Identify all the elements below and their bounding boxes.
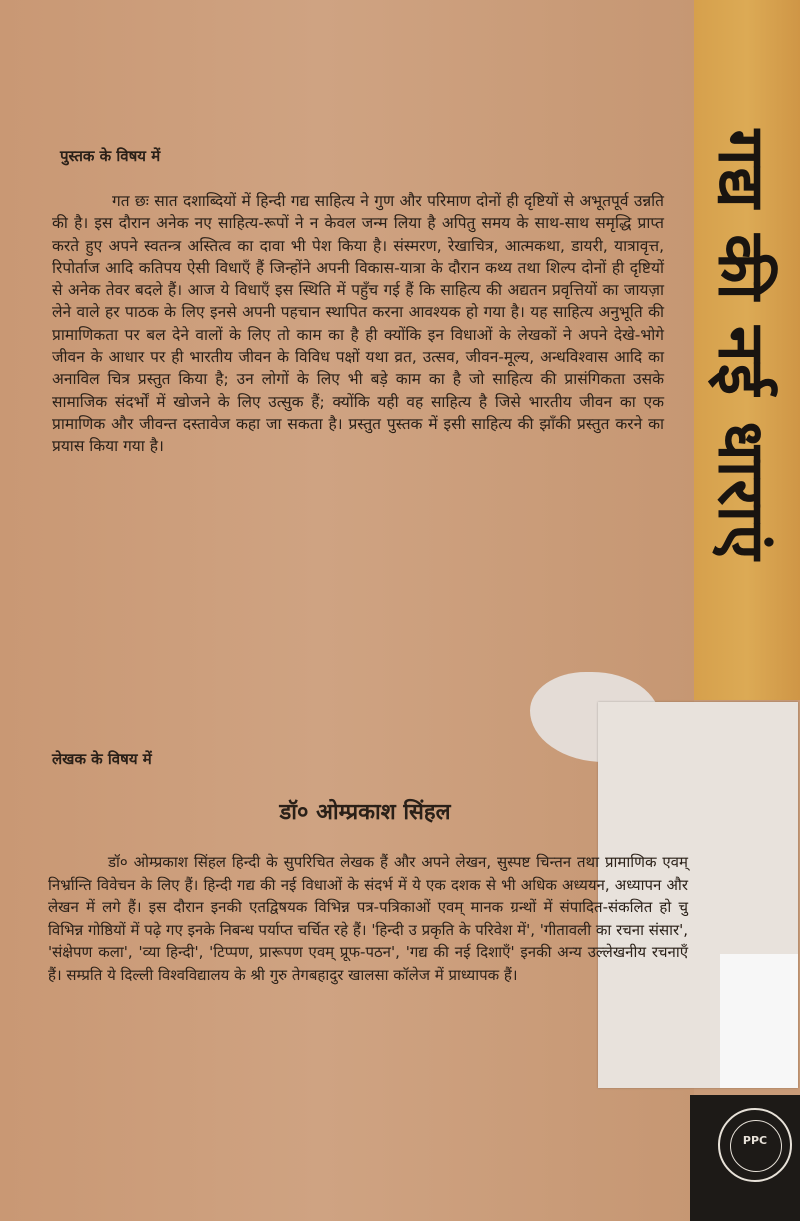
label-blank bbox=[720, 954, 798, 1088]
author-name: डॉ० ओम्प्रकाश सिंहल bbox=[279, 800, 451, 825]
about-author-heading: लेखक के विषय में bbox=[52, 750, 152, 768]
about-book-body: गत छः सात दशाब्दियों में हिन्दी गद्य साहित्य ने गुण और परिमाण दोनों ही दृष्टियों से अभूतपूर्व उन्नति की है। इस दौरान अनेक नए साहित्य-रूपों ने न केवल जन्म लिया है अपितु समय के साथ-साथ समृद्धि प्राप्त करते हुए अपने स्वतन्त्र अस्तित्व का दावा भी पेश किया है। संस्मरण, रेखाचित्र, आत्मकथा, डायरी, यात्रावृत्त, रिपोर्ताज आदि कतिपय ऐसी विधाएँ हैं जिन्होंने अपनी विकास-यात्रा के दौरान कथ्य तथा शिल्प दोनों ही दृष्टियों से अनेक तेवर बदले हैं। आज ये विधाएँ इस स्थिति में पहुँच गई हैं कि साहित्य की अद्यतन प्रवृत्तियों का जायज़ा लेने वाले हर पाठक के लिए इनसे अपनी पहचान स्थापित करना आवश्यक हो गया है। यह साहित्य अनुभूति की प्रामाणिकता पर बल देने वालों के लिए तो काम का है ही क्योंकि इन विधाओं के लेखकों ने अपने देखे-भोगे जीवन के आधार पर ही भारतीय जीवन के विविध पक्षों यथा व्रत, उत्सव, जीवन-मूल्य, अन्धविश्वास आदि का अनाविल चित्र प्रस्तुत किया है; उन लोगों के लिए भी बड़े काम का है जो साहित्य की प्रासंगिकता उसके सामाजिक संदर्भों में खोजने के लिए उत्सुक हैं; क्योंकि यही वह साहित्य है जिसे भारतीय जीवन का एक प्रामाणिक और जीवन्त दस्तावेज कहा जा सकता है। प्रस्तुत पुस्तक में इसी साहित्य की झाँकी प्रस्तुत करने का प्रयास किया गया है। bbox=[52, 192, 664, 456]
spine-title-text: गद्य की नई धाराएं bbox=[703, 129, 778, 561]
spine-title bbox=[704, 110, 784, 580]
logo-text: PPC bbox=[742, 1134, 768, 1147]
about-book-heading: पुस्तक के विषय में bbox=[60, 147, 161, 165]
publisher-logo-icon bbox=[718, 1108, 792, 1182]
about-author-body: डॉ० ओम्प्रकाश सिंहल हिन्दी के सुपरिचित लेखक हैं और अपने लेखन, सुस्पष्ट चिन्तन तथा प्रामाणिक एवम् निर्भ्रान्ति विवेचन के लिए हैं। हिन्दी गद्य की नई विधाओं के संदर्भ में ये एक दशक से भी अधिक अध्ययन, अध्यापन और लेखन में लगे हैं। इस दौरान इनकी एतद्विषयक विभिन्न पत्र-पत्रिकाओं एवम् मानक ग्रन्थों में संपादित-संकलित हो चु विभिन्न गोष्ठियों में पढ़े गए इनके निबन्ध पर्याप्त चर्चित रहे हैं। 'हिन्दी उ प्रकृति के परिवेश में', 'गीतावली का रचना संसार', 'संक्षेपण कला', 'व्या हिन्दी', 'टिप्पण, प्रारूपण एवम् प्रूफ-पठन', 'गद्य की नई दिशाएँ' इनकी अन्य उल्लेखनीय रचनाएँ हैं। सम्प्रति ये दिल्ली विश्वविद्यालय के श्री गुरु तेगबहादुर खालसा कॉलेज में प्राध्यापक हैं। bbox=[48, 853, 688, 984]
